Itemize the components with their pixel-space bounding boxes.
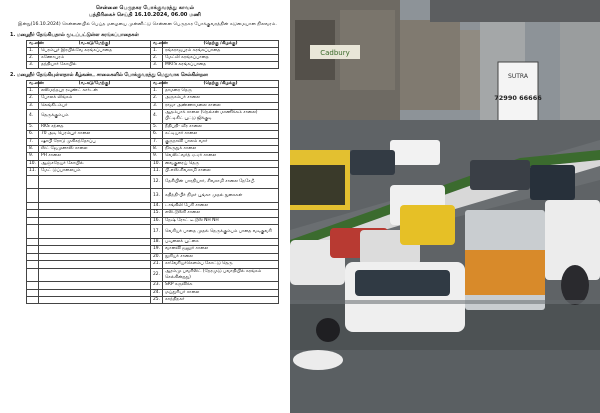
billboard-brand: SUTRA [508, 73, 528, 80]
row-number-cell: 21. [151, 261, 163, 268]
road-name-cell [39, 239, 151, 246]
table-header-cell: வ.எண் [151, 80, 163, 87]
row-number-cell: 1. [27, 87, 39, 94]
row-number-cell: 1. [151, 47, 163, 54]
road-name-cell: தந்தியார் கோயில் [39, 61, 151, 68]
table-row [27, 282, 279, 289]
row-number-cell: 1. [151, 87, 163, 94]
row-number-cell: 15. [151, 210, 163, 217]
row-number-cell: 9. [27, 153, 39, 160]
road-name-cell [39, 189, 151, 203]
row-number-cell: 9. [151, 153, 163, 160]
row-number-cell: 4. [27, 110, 39, 124]
road-name-cell: ஆரம்மு பவரிஸ்ட் (நேரமுடு பவாதியில் சுரங்கம் செல்கின்றது) [163, 268, 279, 282]
row-number-cell: 6. [27, 131, 39, 138]
table-row [27, 225, 279, 239]
row-number-cell: 8. [151, 146, 163, 153]
row-number-cell [27, 246, 39, 253]
section2-title: 2. மழைநீர் தேங்கியுள்ளதால் கீழ்கண்ட சாலைகளில் போக்குவரத்து மெதுவாக செல்கின்றன [10, 72, 208, 78]
row-number-cell: 22. [151, 268, 163, 282]
table-header-row [27, 40, 279, 47]
row-number-cell: 7. [151, 138, 163, 145]
table-row [27, 217, 279, 224]
table-row [27, 102, 279, 109]
row-number-cell: 10. [27, 160, 39, 167]
road-name-cell: ஷாபி ரோடு முகிகந்தோப்பு [39, 138, 151, 145]
table-row [27, 146, 279, 153]
table-header-cell: (வ.கடு/மேற்கு) [39, 40, 151, 47]
row-number-cell [27, 210, 39, 217]
document-intro: இன்று(16.10.2024) சென்னையில் பெய்த மழையை முன்னிட்டு சென்னை பெருநகர போக்குவரத்தின் கடுமையான நிலவரம். [18, 22, 277, 27]
table-row [27, 253, 279, 260]
row-number-cell: 2. [151, 95, 163, 102]
table-row [27, 210, 279, 217]
table-row [27, 54, 279, 61]
table-row [27, 47, 279, 54]
table-row [27, 110, 279, 124]
row-number-cell: 1. [27, 47, 39, 54]
row-number-cell: 3. [27, 61, 39, 68]
table-row [27, 246, 279, 253]
row-number-cell [27, 175, 39, 189]
table-header-cell: வ.எண் [27, 80, 39, 87]
table-row [27, 153, 279, 160]
table-row [27, 95, 279, 102]
row-number-cell: 5. [27, 123, 39, 130]
row-number-cell [27, 225, 39, 239]
road-name-cell: ராஜா அண்ணாமலை சாலை [163, 102, 279, 109]
row-number-cell: 11. [27, 168, 39, 175]
press-release-document [0, 0, 290, 413]
road-name-cell: மேட் டுப்பாலையம் [39, 168, 151, 175]
row-number-cell [27, 289, 39, 296]
road-name-cell [39, 217, 151, 224]
road-name-cell: ஆதம்பாக் சாலை (நெல்சன் மாணிக்கம் சாலை) பிட்டிகிட் பூட்டு ஜிக்குடி [163, 110, 279, 124]
road-name-cell: மேட்லி சுரங்கப்பாதை [163, 54, 279, 61]
row-number-cell: 23. [151, 282, 163, 289]
road-name-cell [39, 289, 151, 296]
road-name-cell: பவுலைக் பூட்கை [163, 239, 279, 246]
row-number-cell: 3. [151, 102, 163, 109]
row-number-cell: 11. [151, 168, 163, 175]
road-name-cell: MRTS சுரங்கப்பாதை [163, 61, 279, 68]
road-name-cell: அருகம்பர் சாலை [163, 95, 279, 102]
row-number-cell: 16. [151, 217, 163, 224]
road-name-cell: காந்திநகர் [163, 297, 279, 304]
table-header-cell: வ.எண் [151, 40, 163, 47]
road-name-cell [39, 253, 151, 260]
road-name-cell: குருநாவி பாலம் வார் [163, 138, 279, 145]
row-number-cell: 3. [151, 61, 163, 68]
table-header-cell: (தெற்கு /கிழக்கு) [163, 40, 279, 47]
row-number-cell: 6. [151, 131, 163, 138]
row-number-cell: 13. [151, 189, 163, 203]
road-name-cell: நேஷ் ரோட் டீ.டூஸ் NH NH [163, 217, 279, 224]
table-row [27, 61, 279, 68]
table-row [27, 268, 279, 282]
table-row [27, 239, 279, 246]
row-number-cell: 17. [151, 225, 163, 239]
row-number-cell: 18. [151, 239, 163, 246]
road-name-cell: SRP கருவிக்க [163, 282, 279, 289]
road-name-cell [39, 225, 151, 239]
slow-traffic-roads-table [26, 80, 279, 305]
road-name-cell: டாங்கிலி பேசி சாலை [163, 203, 279, 210]
row-number-cell: 5. [151, 123, 163, 130]
flooded-road-photo [290, 0, 600, 413]
table-row [27, 87, 279, 94]
road-name-cell: மய்துரியர் சாலை [163, 289, 279, 296]
road-name-cell: தெருக்கும்பம் [39, 110, 151, 124]
table-row [27, 123, 279, 130]
table-row [27, 131, 279, 138]
road-name-cell: வெரியர் பாதை முதல் நெருக்கும்பம் பாதை வடிகுவரி [163, 225, 279, 239]
table-row [27, 297, 279, 304]
row-number-cell [27, 239, 39, 246]
row-number-cell [27, 203, 39, 210]
table-row [27, 175, 279, 189]
table-header-cell: (வ.கடு/மேற்கு) [39, 80, 151, 87]
table-row [27, 168, 279, 175]
road-name-cell: நீதிபதி- வீர சாலை [163, 123, 279, 130]
document-subheader: பத்திரிகைச் செய்தி 16.10.2024, 06.00 மணி [88, 12, 202, 18]
billboard-number: 72990 66666 [494, 94, 542, 102]
table-header-cell: வ.எண் [27, 40, 39, 47]
road-name-cell [39, 282, 151, 289]
table-header-cell: (தெற்கு /கிழக்கு) [163, 80, 279, 87]
road-name-cell [39, 297, 151, 304]
row-number-cell: 4. [151, 110, 163, 124]
road-name-cell [39, 246, 151, 253]
road-name-cell: லஸ்மந்தபுர ரவுண்ட் கார்டன் [39, 87, 151, 94]
road-name-cell: கெங்கிடம்பர் [39, 102, 151, 109]
road-name-cell: ரங்கராஜபுரம் சுரங்கப்பாதை [163, 47, 279, 54]
road-name-cell: PH சாலை [39, 153, 151, 160]
road-name-cell [39, 175, 151, 189]
road-name-cell: தாமரை தெரு [163, 87, 279, 94]
row-number-cell: 24. [151, 289, 163, 296]
road-name-cell [39, 268, 151, 282]
road-name-cell [39, 261, 151, 268]
road-name-cell: தேசியின் பாரதியார், சிவசாமி சாலை நேசேபீ. [163, 175, 279, 189]
road-name-cell: பெரம்பூர் இரயில்வே சுரங்கப்பாதை [39, 47, 151, 54]
table-row [27, 189, 279, 203]
row-number-cell: 19. [151, 246, 163, 253]
table-row [27, 160, 279, 167]
row-number-cell: 7. [27, 138, 39, 145]
row-number-cell: 14. [151, 203, 163, 210]
street-scene-image [290, 0, 600, 413]
road-name-cell: வைகுரைய் தெரு [163, 160, 279, 167]
road-name-cell [39, 210, 151, 217]
road-name-cell: காவேரியர்கெளம்ப கோட்டு தெரு [163, 261, 279, 268]
table-header-row [27, 80, 279, 87]
road-name-cell: கதிந்தி-பிர் நிமர் பூங்கா முதல் நுகைகள் [163, 189, 279, 203]
row-number-cell: 8. [27, 146, 39, 153]
table-row [27, 289, 279, 296]
road-name-cell: நூரியர் சாலை [163, 253, 279, 260]
road-name-cell: கட்டியார் சாலை [163, 131, 279, 138]
road-name-cell: நிகருதுக் சாலை [163, 146, 279, 153]
closed-subways-table [26, 40, 279, 69]
row-number-cell: 25. [151, 297, 163, 304]
table-row [27, 138, 279, 145]
road-name-cell: 70 அடி பெரம்பூர் சாலை [39, 131, 151, 138]
row-number-cell: 2. [27, 95, 39, 102]
road-name-cell: போலக் லிங்கம் [39, 95, 151, 102]
row-number-cell: 12. [151, 175, 163, 189]
road-name-cell: கணேசபுரம் [39, 54, 151, 61]
row-number-cell [27, 189, 39, 203]
document-header: சென்னை பெருநகர போக்குவரத்து காவல் [95, 5, 195, 11]
row-number-cell [27, 297, 39, 304]
row-number-cell: 2. [27, 54, 39, 61]
row-number-cell: 10. [151, 160, 163, 167]
table-row [27, 261, 279, 268]
road-name-cell: ஆஞ்சநேயர் கோயில் [39, 160, 151, 167]
road-name-cell [39, 203, 151, 210]
row-number-cell [27, 261, 39, 268]
section1-title: 1. மழைநீர் தேங்கியதால் மூடப்பட்டுள்ள சுரங்கப்பாதைகள் [10, 32, 139, 38]
row-number-cell [27, 268, 39, 282]
row-number-cell [27, 253, 39, 260]
table-row [27, 203, 279, 210]
shop-sign-text: Cadbury [320, 49, 350, 57]
row-number-cell: 2. [151, 54, 163, 61]
row-number-cell [27, 217, 39, 224]
road-name-cell: ஸ்ட் ஜேமுனாஸ் சாலை [39, 146, 151, 153]
road-name-cell: பி.எஸ்.சிவசாமி சாலை [163, 168, 279, 175]
row-number-cell: 20. [151, 253, 163, 260]
road-name-cell: RKS சந்தை [39, 123, 151, 130]
row-number-cell [27, 282, 39, 289]
row-number-cell: 3. [27, 102, 39, 109]
road-name-cell: வானவி ஜனூர் சாலை [163, 246, 279, 253]
road-name-cell: வெஸ்ட்வர்த் ஏ.ஏர் சாலை [163, 153, 279, 160]
road-name-cell: எஸ்.டூஸ்சி சாலை [163, 210, 279, 217]
